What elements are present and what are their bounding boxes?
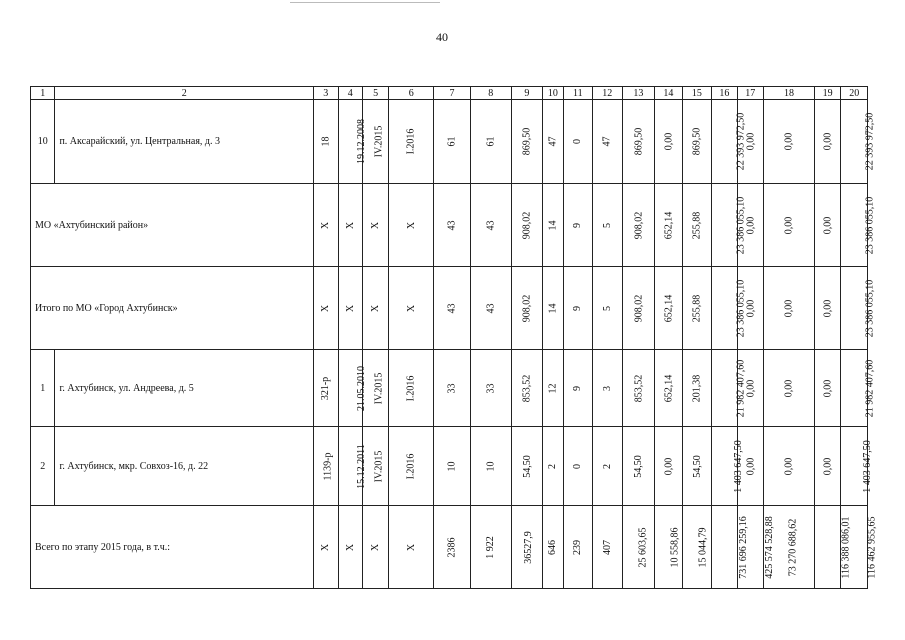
cell-6: Х xyxy=(389,506,434,589)
cell-9: 869,50 xyxy=(511,100,543,184)
cell-6: I.2016 xyxy=(389,100,434,184)
header-cell: 6 xyxy=(389,87,434,100)
cell-7: 2386 xyxy=(434,506,471,589)
cell-12: 5 xyxy=(593,184,623,267)
cell-9: 908,02 xyxy=(511,267,543,350)
group-label: МО «Ахтубинский район» xyxy=(31,184,314,267)
cell-18: 0,00 xyxy=(764,267,815,350)
cell-15: 255,88 xyxy=(682,184,712,267)
top-rule xyxy=(290,2,440,3)
cell-5: Х xyxy=(362,506,388,589)
cell-7: 43 xyxy=(434,184,471,267)
cell-14: 10 558,86 xyxy=(655,506,682,589)
cell-7: 33 xyxy=(434,350,471,427)
cell-8: 10 xyxy=(470,427,511,506)
cell-17: 0,00 xyxy=(737,427,763,506)
cell-8: 61 xyxy=(470,100,511,184)
page-number: 40 xyxy=(436,30,448,44)
cell-16: 21 982 407,60 xyxy=(712,350,737,427)
cell-17: 0,00 xyxy=(737,267,763,350)
header-cell: 3 xyxy=(314,87,338,100)
cell-16: 1 403 647,50 xyxy=(712,427,737,506)
cell-16: 22 393 972,50 xyxy=(712,100,737,184)
header-cell: 20 xyxy=(841,87,868,100)
cell-18: 0,00 xyxy=(764,100,815,184)
cell-20: 21 982 407,60 xyxy=(841,350,868,427)
cell-12: 47 xyxy=(593,100,623,184)
cell-15: 15 044,79 xyxy=(682,506,712,589)
cell-10: 47 xyxy=(543,100,563,184)
cell-10: 2 xyxy=(543,427,563,506)
header-cell: 2 xyxy=(55,87,314,100)
table-row xyxy=(31,350,868,427)
cell-11: 0 xyxy=(563,427,593,506)
row-number: 1 xyxy=(31,350,55,427)
cell-3: 321-р xyxy=(314,350,338,427)
group-label: Итого по МО «Город Ахтубинск» xyxy=(31,267,314,350)
cell-19: 0,00 xyxy=(814,267,840,350)
cell-20: 116 462 955,65 xyxy=(841,506,868,589)
cell-20: 22 393 972,50 xyxy=(841,100,868,184)
header-cell: 18 xyxy=(764,87,815,100)
cell-17: 0,00 xyxy=(737,350,763,427)
row-number: 2 xyxy=(31,427,55,506)
cell-12: 2 xyxy=(593,427,623,506)
cell-13: 25 603,65 xyxy=(622,506,655,589)
cell-12: 3 xyxy=(593,350,623,427)
cell-13: 54,50 xyxy=(622,427,655,506)
row-number: 10 xyxy=(31,100,55,184)
header-cell: 8 xyxy=(470,87,511,100)
cell-8: 1 922 xyxy=(470,506,511,589)
address-cell: п. Аксарайский, ул. Центральная, д. 3 xyxy=(55,100,314,184)
header-cell: 13 xyxy=(622,87,655,100)
cell-4: 15.12.2011 xyxy=(338,427,362,506)
table-row xyxy=(31,267,868,350)
cell-16: 731 696 259,16 xyxy=(712,506,737,589)
cell-18: 73 270 688,62 xyxy=(764,506,815,589)
cell-3: Х xyxy=(314,267,338,350)
cell-10: 14 xyxy=(543,267,563,350)
cell-6: Х xyxy=(389,184,434,267)
cell-9: 908,02 xyxy=(511,184,543,267)
cell-8: 43 xyxy=(470,184,511,267)
cell-3: 1139-р xyxy=(314,427,338,506)
cell-3: Х xyxy=(314,506,338,589)
cell-19: 0,00 xyxy=(814,427,840,506)
cell-19: 0,00 xyxy=(814,184,840,267)
cell-14: 0,00 xyxy=(655,427,682,506)
header-cell: 5 xyxy=(362,87,388,100)
cell-5: IV.2015 xyxy=(362,100,388,184)
cell-14: 652,14 xyxy=(655,267,682,350)
cell-3: 18 xyxy=(314,100,338,184)
cell-10: 646 xyxy=(543,506,563,589)
cell-18: 0,00 xyxy=(764,184,815,267)
header-cell: 16 xyxy=(712,87,737,100)
table-row xyxy=(31,506,868,589)
cell-15: 201,38 xyxy=(682,350,712,427)
cell-13: 908,02 xyxy=(622,267,655,350)
header-cell: 17 xyxy=(737,87,763,100)
address-cell: г. Ахтубинск, мкр. Совхоз-16, д. 22 xyxy=(55,427,314,506)
cell-18: 0,00 xyxy=(764,350,815,427)
header-cell: 19 xyxy=(814,87,840,100)
cell-4: 19.12.2008 xyxy=(338,100,362,184)
cell-14: 652,14 xyxy=(655,350,682,427)
cell-7: 10 xyxy=(434,427,471,506)
cell-9: 853,52 xyxy=(511,350,543,427)
cell-3: Х xyxy=(314,184,338,267)
cell-5: IV.2015 xyxy=(362,350,388,427)
cell-12: 5 xyxy=(593,267,623,350)
cell-15: 869,50 xyxy=(682,100,712,184)
cell-13: 869,50 xyxy=(622,100,655,184)
cell-15: 54,50 xyxy=(682,427,712,506)
cell-17: 0,00 xyxy=(737,100,763,184)
cell-4: Х xyxy=(338,506,362,589)
header-cell: 10 xyxy=(543,87,563,100)
cell-8: 33 xyxy=(470,350,511,427)
header-cell: 7 xyxy=(434,87,471,100)
cell-14: 652,14 xyxy=(655,184,682,267)
cell-18: 0,00 xyxy=(764,427,815,506)
cell-15: 255,88 xyxy=(682,267,712,350)
cell-5: Х xyxy=(362,184,388,267)
cell-4: 21.05.2010 xyxy=(338,350,362,427)
cell-5: IV.2015 xyxy=(362,427,388,506)
cell-10: 12 xyxy=(543,350,563,427)
cell-16: 23 386 055,10 xyxy=(712,184,737,267)
cell-6: I.2016 xyxy=(389,427,434,506)
cell-19: 0,00 xyxy=(814,350,840,427)
cell-5: Х xyxy=(362,267,388,350)
cell-13: 908,02 xyxy=(622,184,655,267)
header-cell: 15 xyxy=(682,87,712,100)
header-cell: 1 xyxy=(31,87,55,100)
header-cell: 4 xyxy=(338,87,362,100)
cell-16: 23 386 055,10 xyxy=(712,267,737,350)
cell-6: Х xyxy=(389,267,434,350)
cell-11: 9 xyxy=(563,350,593,427)
cell-6: I.2016 xyxy=(389,350,434,427)
cell-10: 14 xyxy=(543,184,563,267)
cell-20: 23 386 055,10 xyxy=(841,267,868,350)
cell-4: Х xyxy=(338,184,362,267)
cell-11: 9 xyxy=(563,267,593,350)
data-table xyxy=(30,86,878,589)
cell-11: 239 xyxy=(563,506,593,589)
header-row xyxy=(31,87,868,100)
header-cell: 14 xyxy=(655,87,682,100)
header-cell: 11 xyxy=(563,87,593,100)
cell-19: 116 388 086,01 xyxy=(814,506,840,589)
cell-11: 0 xyxy=(563,100,593,184)
table-row xyxy=(31,184,868,267)
table-row xyxy=(31,427,868,506)
cell-20: 23 386 055,10 xyxy=(841,184,868,267)
cell-17: 425 574 528,88 xyxy=(737,506,763,589)
cell-8: 43 xyxy=(470,267,511,350)
cell-7: 43 xyxy=(434,267,471,350)
header-cell: 9 xyxy=(511,87,543,100)
cell-9: 54,50 xyxy=(511,427,543,506)
table-row xyxy=(31,100,868,184)
cell-7: 61 xyxy=(434,100,471,184)
cell-4: Х xyxy=(338,267,362,350)
cell-19: 0,00 xyxy=(814,100,840,184)
cell-17: 0,00 xyxy=(737,184,763,267)
total-label: Всего по этапу 2015 года, в т.ч.: xyxy=(31,506,314,589)
cell-11: 9 xyxy=(563,184,593,267)
header-cell: 12 xyxy=(593,87,623,100)
cell-13: 853,52 xyxy=(622,350,655,427)
cell-20: 1 403 647,50 xyxy=(841,427,868,506)
cell-9: 36527,9 xyxy=(511,506,543,589)
address-cell: г. Ахтубинск, ул. Андреева, д. 5 xyxy=(55,350,314,427)
cell-12: 407 xyxy=(593,506,623,589)
cell-14: 0,00 xyxy=(655,100,682,184)
